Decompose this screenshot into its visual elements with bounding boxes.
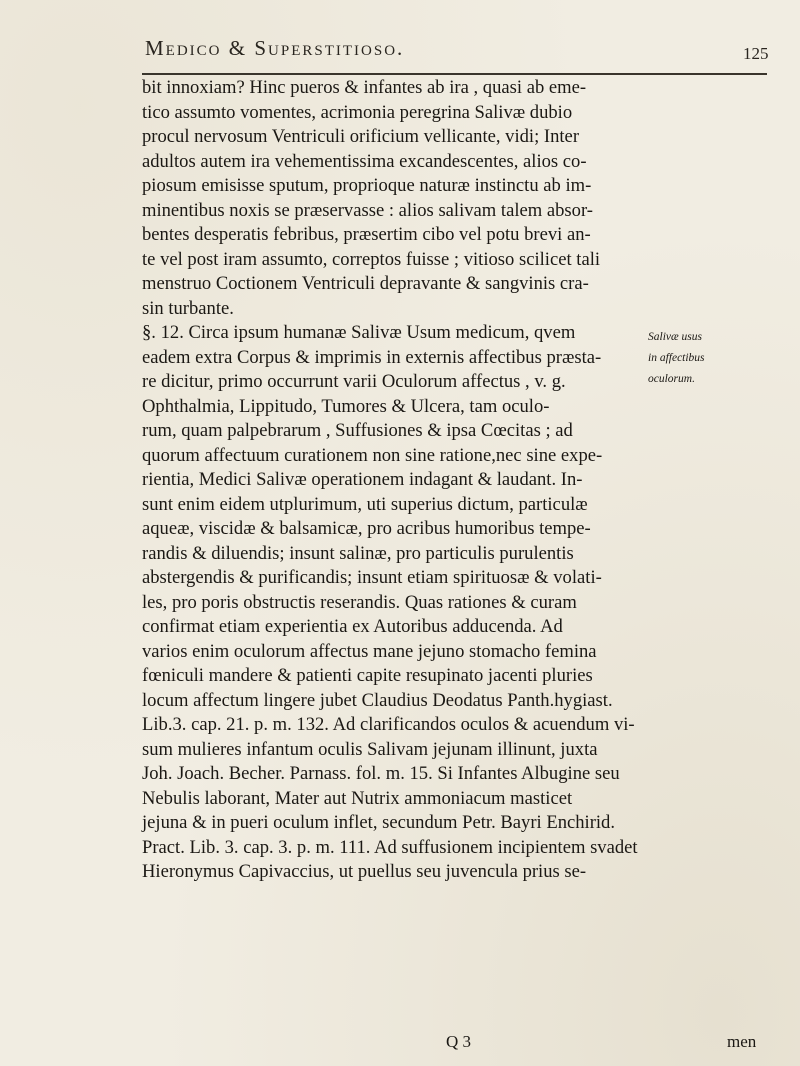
text-line: jejuna & in pueri oculum inflet, secundum Petr. Bayri Enchirid. (142, 812, 616, 833)
text-line: quorum affectuum curationem non sine ratione,nec sine expe- (142, 444, 603, 466)
text-line: procul nervosum Ventriculi orificium vellicante, vidi; Inter (142, 126, 580, 147)
text-line: rientia, Medici Salivæ operationem indagant & laudant. In- (142, 469, 583, 490)
margin-note: in affectibus (648, 352, 705, 364)
text-line: tico assumto vomentes, acrimonia peregrina Salivæ dubio (142, 101, 573, 123)
header-rule (142, 73, 767, 75)
text-line: adultos autem ira vehementissima excandescentes, alios co- (142, 150, 587, 172)
text-line: eadem extra Corpus & imprimis in externis affectibus præsta- (142, 346, 602, 368)
text-line: aqueæ, viscidæ & balsamicæ, pro acribus humoribus tempe- (142, 518, 591, 539)
text-line: te vel post iram assumto, correptos fuisse ; vitioso scilicet tali (142, 248, 601, 270)
text-line: Lib.3. cap. 21. p. m. 132. Ad clarificandos oculos & acuendum vi- (142, 714, 635, 735)
text-line: Pract. Lib. 3. cap. 3. p. m. 111. Ad suffusionem incipientem svadet (142, 836, 638, 858)
text-line: abstergendis & purificandis; insunt etiam spirituosæ & volati- (142, 567, 602, 588)
text-line: re dicitur, primo occurrunt varii Oculorum affectus , v. g. (142, 371, 566, 392)
text-line: bit innoxiam? Hinc pueros & infantes ab ira , quasi ab eme- (142, 77, 587, 98)
text-line: menstruo Coctionem Ventriculi depravante & sangvinis cra- (142, 273, 589, 294)
running-title: Medico & Superstitioso. (145, 36, 405, 60)
text-line: les, pro poris obstructis reserandis. Quas rationes & curam (142, 591, 577, 613)
text-line: Nebulis laborant, Mater aut Nutrix ammoniacum masticet (142, 787, 573, 809)
text-line: randis & diluendis; insunt salinæ, pro particulis purulentis (142, 542, 574, 564)
text-line: sum mulieres infantum oculis Salivam jejunam illinunt, juxta (142, 738, 598, 760)
text-line: confirmat etiam experientia ex Autoribus adducenda. Ad (142, 616, 563, 637)
text-line: Joh. Joach. Becher. Parnass. fol. m. 15. Si Infantes Albugine seu (142, 763, 620, 784)
page-number: 125 (743, 44, 769, 63)
margin-note: Salivæ usus (648, 331, 702, 343)
catchword: men (727, 1032, 757, 1051)
text-line: rum, quam palpebrarum , Suffusiones & ipsa Cœcitas ; ad (142, 420, 573, 441)
text-line: locum affectum lingere jubet Claudius Deodatus Panth.hygiast. (142, 689, 613, 711)
text-line: sin turbante. (142, 297, 234, 319)
text-line: fœniculi mandere & patienti capite resupinato jacenti pluries (142, 665, 593, 686)
signature-mark: Q 3 (446, 1032, 472, 1051)
text-line: sunt enim eidem utplurimum, uti superius dictum, particulæ (142, 493, 588, 515)
body-text (142, 76, 782, 885)
text-line: bentes desperatis febribus, præsertim cibo vel potu brevi an- (142, 224, 591, 245)
text-line: Ophthalmia, Lippitudo, Tumores & Ulcera, tam oculo- (142, 395, 550, 417)
text-line: Hieronymus Capivaccius, ut puellus seu juvencula prius se- (142, 861, 587, 882)
text-line: piosum emisisse sputum, proprioque naturæ instinctu ab im- (142, 175, 592, 196)
text-line: varios enim oculorum affectus mane jejuno stomacho femina (142, 640, 597, 662)
text-line: §. 12. Circa ipsum humanæ Salivæ Usum medicum, qvem (142, 322, 576, 343)
text-line: minentibus noxis se præservasse : alios salivam talem absor- (142, 199, 593, 221)
margin-note: oculorum. (648, 373, 695, 385)
